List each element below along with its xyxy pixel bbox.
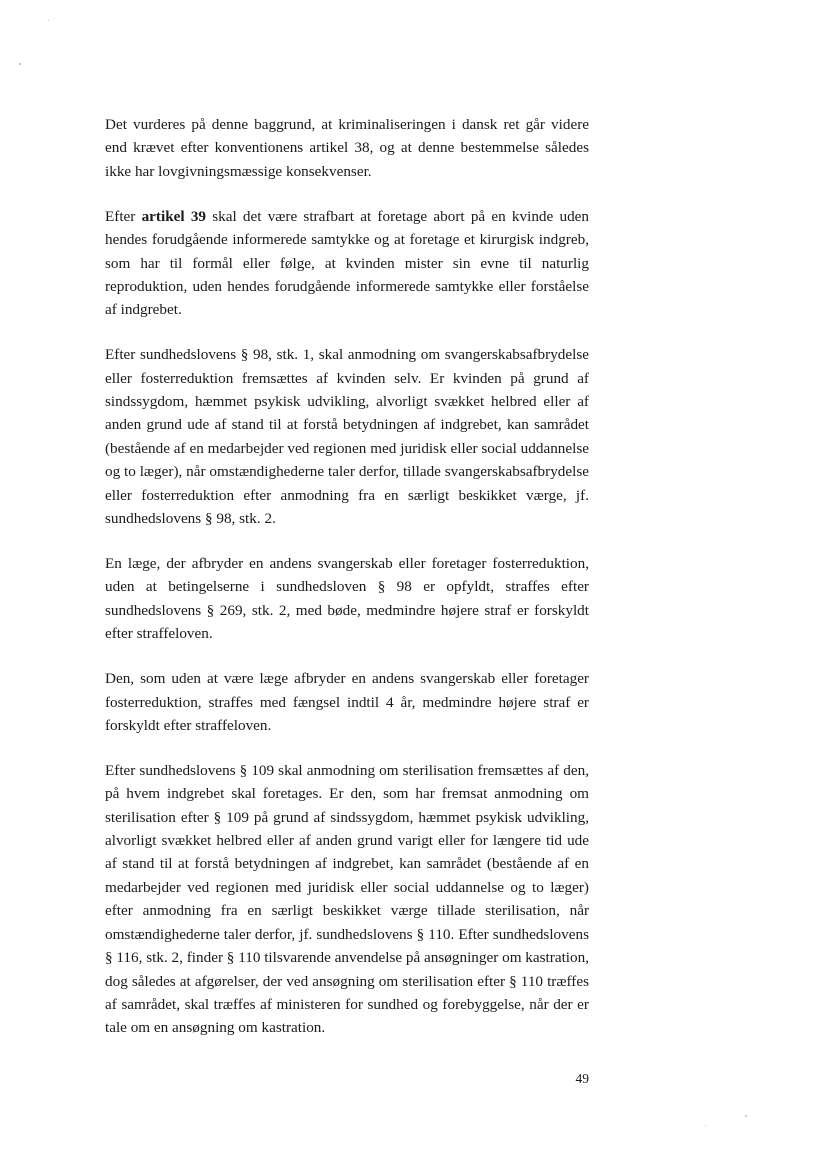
paragraph: [105, 667, 589, 737]
scan-speck: [48, 20, 49, 21]
paragraph-text: Efter sundhedslovens § 109 skal anmodning om sterilisation fremsættes af den, på hvem indgrebet skal foretages. Er den, som har fremsat anmodning om sterilisation efter § 109 på grund af sindssygdom, hæmmet psykisk udvikling, alvorligt svækket helbred eller af anden grund varigt eller for længere tid ude af stand til at forstå betydningen af indgrebet, kan samrådet (bestående af en medarbejder ved regionen med juridisk eller social uddannelse og to læger) efter anmodning fra en særligt beskikket værge tillade sterilisation, når omstændighederne taler derfor, jf. sundhedslovens § 110. Efter sundhedslovens § 116, stk. 2, finder § 110 tilsvarende anvendelse på ansøgninger om kastration, dog således at afgørelser, der ved ansøgning om sterilisation efter § 110 træffes af samrådet, skal træffes af ministeren for sundhed og forebyggelse, når der er tale om en ansøgning om kastration.: [105, 761, 589, 1037]
paragraph: [105, 343, 589, 530]
page-body: [105, 113, 589, 1061]
paragraph: [105, 205, 589, 322]
scan-speck: [19, 63, 21, 65]
paragraph-text: En læge, der afbryder en andens svangerskab eller foretager fosterreduktion, uden at betingelserne i sundhedsloven § 98 er opfyldt, straffes efter sundhedslovens § 269, stk. 2, med bøde, medmindre højere straf er forskyldt efter straffeloven.: [105, 555, 589, 643]
paragraph-text: Efter: [105, 207, 142, 225]
page-number: 49: [575, 1071, 589, 1086]
paragraph-text: skal det være strafbart at foretage abort på en kvinde uden hendes forudgående informerede samtykke og at foretage et kirurgisk indgreb, som har til formål eller følge, at kvinden mister sin evne til naturlig reproduktion, uden hendes forudgående informerede samtykke eller forståelse af indgrebet.: [105, 207, 589, 319]
scan-speck: [705, 1125, 706, 1126]
paragraph-text: Efter sundhedslovens § 98, stk. 1, skal anmodning om svangerskabsafbrydelse eller fosterreduktion fremsættes af kvinden selv. Er kvinden på grund af sindssygdom, hæmmet psykisk udvikling, alvorligt svækket helbred eller af anden grund ude af stand til at forstå betydningen af indgrebet, kan samrådet (bestående af en medarbejder ved regionen med juridisk eller social uddannelse og to læger), når omstændighederne taler derfor, tillade svangerskabsafbrydelse eller fosterreduktion efter anmodning fra en særligt beskikket værge, jf. sundhedslovens § 98, stk. 2.: [105, 346, 589, 528]
paragraph: [105, 552, 589, 646]
paragraph: [105, 113, 589, 183]
paragraph-text: Den, som uden at være læge afbryder en andens svangerskab eller foretager fosterreduktion, straffes med fængsel indtil 4 år, medmindre højere straf er forskyldt efter straffeloven.: [105, 670, 589, 734]
scan-speck: [745, 1115, 747, 1117]
paragraph: [105, 759, 589, 1040]
paragraph-text: Det vurderes på denne baggrund, at kriminaliseringen i dansk ret går videre end krævet efter konventionens artikel 38, og at denne bestemmelse således ikke har lovgivningsmæssige konsekvenser.: [105, 116, 589, 180]
bold-term: artikel 39: [141, 207, 207, 225]
